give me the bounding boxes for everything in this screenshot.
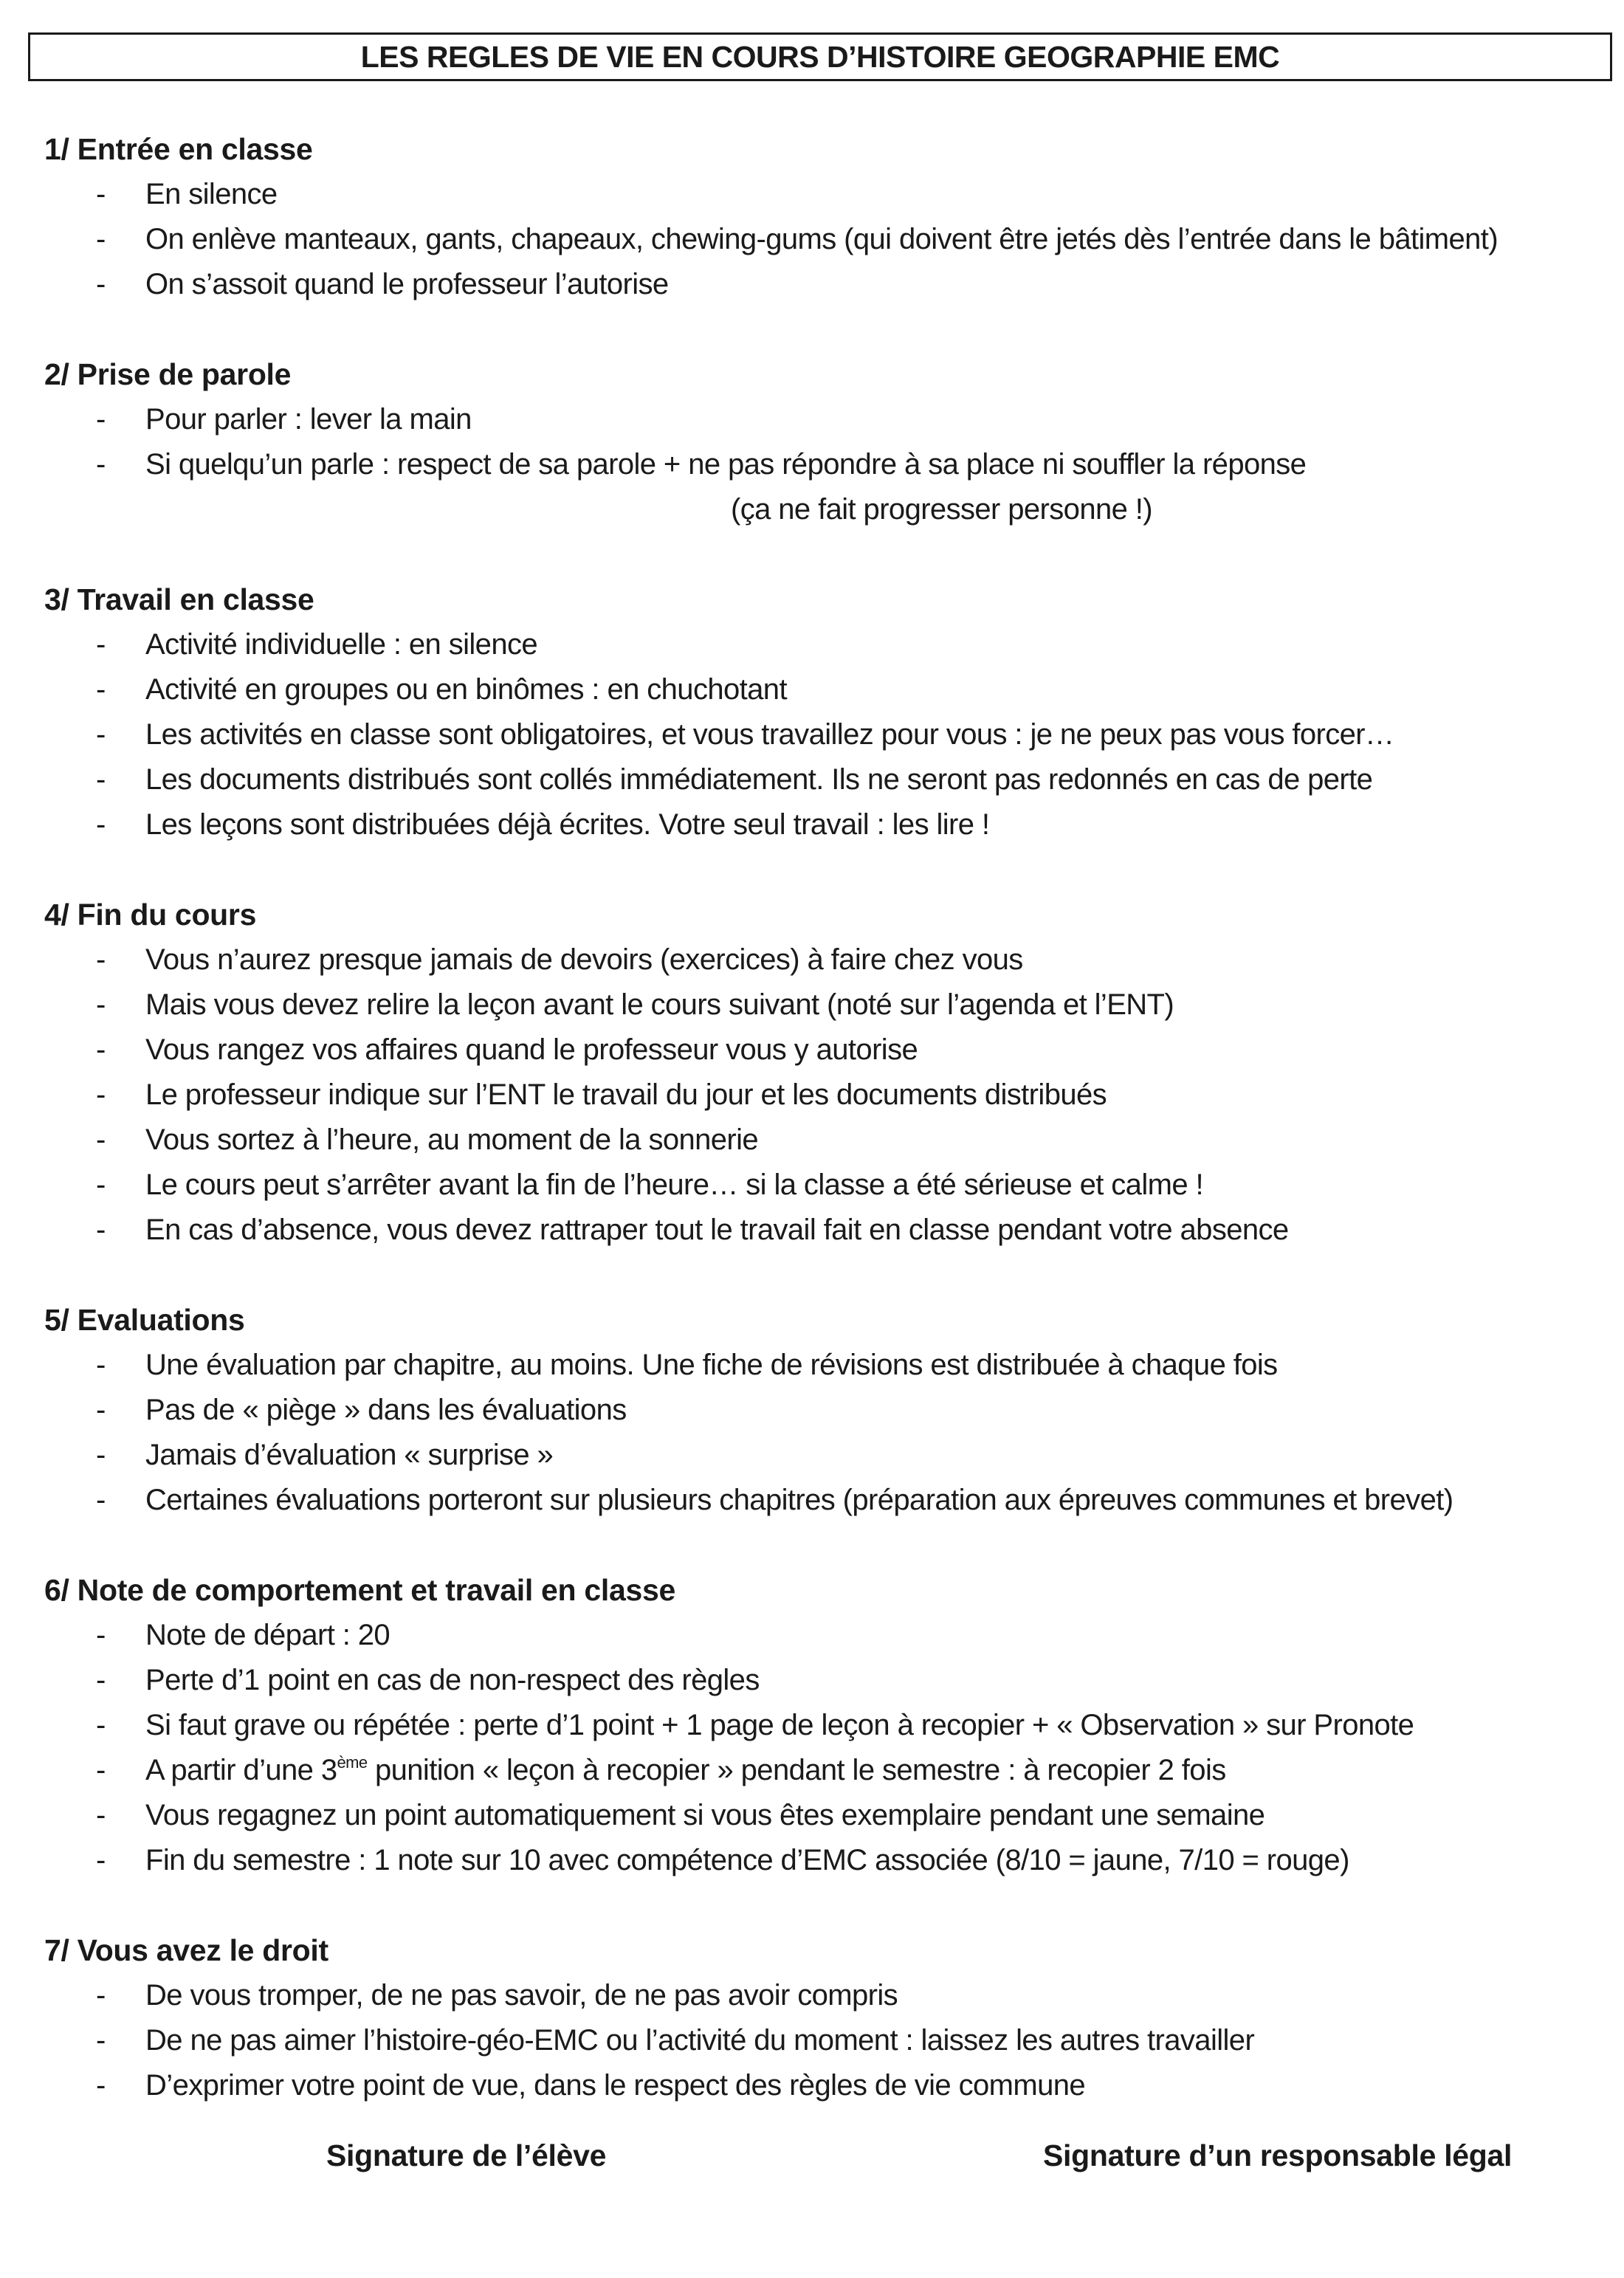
list-item: [44, 1433, 1609, 1478]
dash-bullet: -: [96, 1754, 106, 1786]
ordinal-superscript: ème: [337, 1753, 368, 1772]
list-item-text: Certaines évaluations porteront sur plusieurs chapitres (préparation aux épreuves communes et brevet): [145, 1484, 1453, 1516]
list-item-text: En silence: [145, 178, 278, 210]
dash-bullet: -: [96, 2069, 106, 2102]
list-item-text: Les leçons sont distribuées déjà écrites. Votre seul travail : les lire !: [145, 808, 990, 841]
list-item: [44, 1388, 1609, 1433]
dash-bullet: -: [96, 1484, 106, 1516]
list-item-text: On enlève manteaux, gants, chapeaux, chewing-gums (qui doivent être jetés dès l’entrée dans le bâtiment): [145, 223, 1499, 255]
list-item: [44, 757, 1609, 802]
section-vous-avez-le-droit: [44, 1928, 1609, 2108]
dash-bullet: -: [96, 268, 106, 300]
signature-row: [0, 2133, 1624, 2178]
list-item-text: Les activités en classe sont obligatoires, et vous travaillez pour vous : je ne peux pas vous forcer…: [145, 718, 1394, 751]
list-item: [44, 397, 1609, 442]
list-item-text-before: A partir d’une 3: [145, 1754, 337, 1786]
list-item: [44, 2063, 1609, 2108]
list-item: [44, 1073, 1609, 1118]
dash-bullet: -: [96, 2024, 106, 2057]
title-box: [28, 32, 1612, 81]
dash-bullet: -: [96, 1078, 106, 1111]
list-item-text: Si faut grave ou répétée : perte d’1 point + 1 page de leçon à recopier + « Observation » sur Pronote: [145, 1709, 1414, 1741]
dash-bullet: -: [96, 808, 106, 841]
dash-bullet: -: [96, 1844, 106, 1876]
list-item-text: Le cours peut s’arrêter avant la fin de l’heure… si la classe a été sérieuse et calme !: [145, 1169, 1203, 1201]
list-item: [44, 937, 1609, 983]
list-item: [44, 172, 1609, 217]
list-item: [44, 262, 1609, 307]
list-item-text: Pas de « piège » dans les évaluations: [145, 1394, 627, 1426]
section-prise-de-parole: [44, 352, 1609, 532]
list-item: [44, 442, 1609, 487]
dash-bullet: -: [96, 1439, 106, 1471]
list-item: [44, 1343, 1609, 1388]
list-item-text-after: punition « leçon à recopier » pendant le semestre : à recopier 2 fois: [367, 1754, 1226, 1786]
list-item-text: D’exprimer votre point de vue, dans le respect des règles de vie commune: [145, 2069, 1086, 2102]
dash-bullet: -: [96, 1123, 106, 1156]
list-item: [44, 712, 1609, 757]
dash-bullet: -: [96, 1214, 106, 1246]
list-item: [44, 1703, 1609, 1748]
list-item-text: De ne pas aimer l’histoire-géo-EMC ou l’activité du moment : laissez les autres travailler: [145, 2024, 1255, 2057]
dash-bullet: -: [96, 943, 106, 976]
list-item-text: En cas d’absence, vous devez rattraper tout le travail fait en classe pendant votre absence: [145, 1214, 1289, 1246]
list-item: [44, 2018, 1609, 2063]
list-item-text: Perte d’1 point en cas de non-respect des règles: [145, 1664, 760, 1696]
list-item: [44, 1748, 1609, 1793]
dash-bullet: -: [96, 1799, 106, 1831]
section-fin-du-cours: [44, 892, 1609, 1253]
list-item-text: Une évaluation par chapitre, au moins. Une fiche de révisions est distribuée à chaque fois: [145, 1349, 1278, 1381]
list-item-text: Vous regagnez un point automatiquement si vous êtes exemplaire pendant une semaine: [145, 1799, 1265, 1831]
list-item-text: Mais vous devez relire la leçon avant le cours suivant (noté sur l’agenda et l’ENT): [145, 988, 1174, 1021]
dash-bullet: -: [96, 1033, 106, 1066]
list-item-text: Pour parler : lever la main: [145, 403, 472, 436]
student-signature-label: Signature de l’élève: [326, 2138, 607, 2172]
section-entree-en-classe: [44, 127, 1609, 307]
list-item: [44, 1118, 1609, 1163]
rules-content: [44, 127, 1609, 2108]
list-item-text: Activité en groupes ou en binômes : en chuchotant: [145, 673, 787, 706]
dash-bullet: -: [96, 1709, 106, 1741]
section-travail-en-classe: [44, 577, 1609, 847]
dash-bullet: -: [96, 448, 106, 481]
list-item: [44, 1973, 1609, 2018]
section-heading: 5/ Evaluations: [44, 1303, 245, 1337]
dash-bullet: -: [96, 223, 106, 255]
list-item-text: Fin du semestre : 1 note sur 10 avec compétence d’EMC associée (8/10 = jaune, 7/10 = rouge): [145, 1844, 1349, 1876]
list-item: [44, 1793, 1609, 1838]
list-item: [44, 802, 1609, 847]
dash-bullet: -: [96, 403, 106, 436]
list-item-text: Le professeur indique sur l’ENT le travail du jour et les documents distribués: [145, 1078, 1107, 1111]
dash-bullet: -: [96, 1349, 106, 1381]
dash-bullet: -: [96, 1619, 106, 1651]
list-item: [44, 1478, 1609, 1523]
dash-bullet: -: [96, 178, 106, 210]
section-evaluations: [44, 1298, 1609, 1523]
list-item-text: De vous tromper, de ne pas savoir, de ne pas avoir compris: [145, 1979, 898, 2012]
list-item: [44, 1838, 1609, 1883]
list-item-text: Les documents distribués sont collés immédiatement. Ils ne seront pas redonnés en cas de perte: [145, 763, 1373, 796]
section-heading: 3/ Travail en classe: [44, 582, 314, 616]
dash-bullet: -: [96, 1664, 106, 1696]
dash-bullet: -: [96, 1169, 106, 1201]
section-heading: 1/ Entrée en classe: [44, 132, 313, 166]
list-item-text: Vous rangez vos affaires quand le professeur vous y autorise: [145, 1033, 918, 1066]
list-item: [44, 1658, 1609, 1703]
list-item: [44, 667, 1609, 712]
list-item-text: Vous sortez à l’heure, au moment de la sonnerie: [145, 1123, 759, 1156]
list-item: [44, 983, 1609, 1028]
list-item-text: Note de départ : 20: [145, 1619, 390, 1651]
section-heading: 4/ Fin du cours: [44, 898, 257, 932]
dash-bullet: -: [96, 628, 106, 661]
list-item: [44, 1208, 1609, 1253]
section-heading: 6/ Note de comportement et travail en classe: [44, 1573, 675, 1607]
list-item-text: Si quelqu’un parle : respect de sa parole + ne pas répondre à sa place ni souffler la réponse: [145, 448, 1307, 481]
dash-bullet: -: [96, 988, 106, 1021]
list-item-text: Activité individuelle : en silence: [145, 628, 538, 661]
list-item: [44, 622, 1609, 667]
list-item-text: Jamais d’évaluation « surprise »: [145, 1439, 554, 1471]
dash-bullet: -: [96, 763, 106, 796]
dash-bullet: -: [96, 718, 106, 751]
list-item: [44, 217, 1609, 262]
list-item: [44, 1163, 1609, 1208]
list-item-continuation: (ça ne fait progresser personne !): [731, 493, 1153, 526]
dash-bullet: -: [96, 673, 106, 706]
parent-signature-label: Signature d’un responsable légal: [1043, 2138, 1513, 2172]
dash-bullet: -: [96, 1979, 106, 2012]
list-item-text: On s’assoit quand le professeur l’autorise: [145, 268, 669, 300]
dash-bullet: -: [96, 1394, 106, 1426]
list-item: [44, 1613, 1609, 1658]
section-heading: 7/ Vous avez le droit: [44, 1933, 328, 1967]
section-heading: 2/ Prise de parole: [44, 357, 292, 391]
list-item-text: Vous n’aurez presque jamais de devoirs (exercices) à faire chez vous: [145, 943, 1023, 976]
section-note-de-comportement: [44, 1568, 1609, 1883]
list-item: [44, 1028, 1609, 1073]
page-title: LES REGLES DE VIE EN COURS D’HISTOIRE GEOGRAPHIE EMC: [360, 39, 1280, 74]
